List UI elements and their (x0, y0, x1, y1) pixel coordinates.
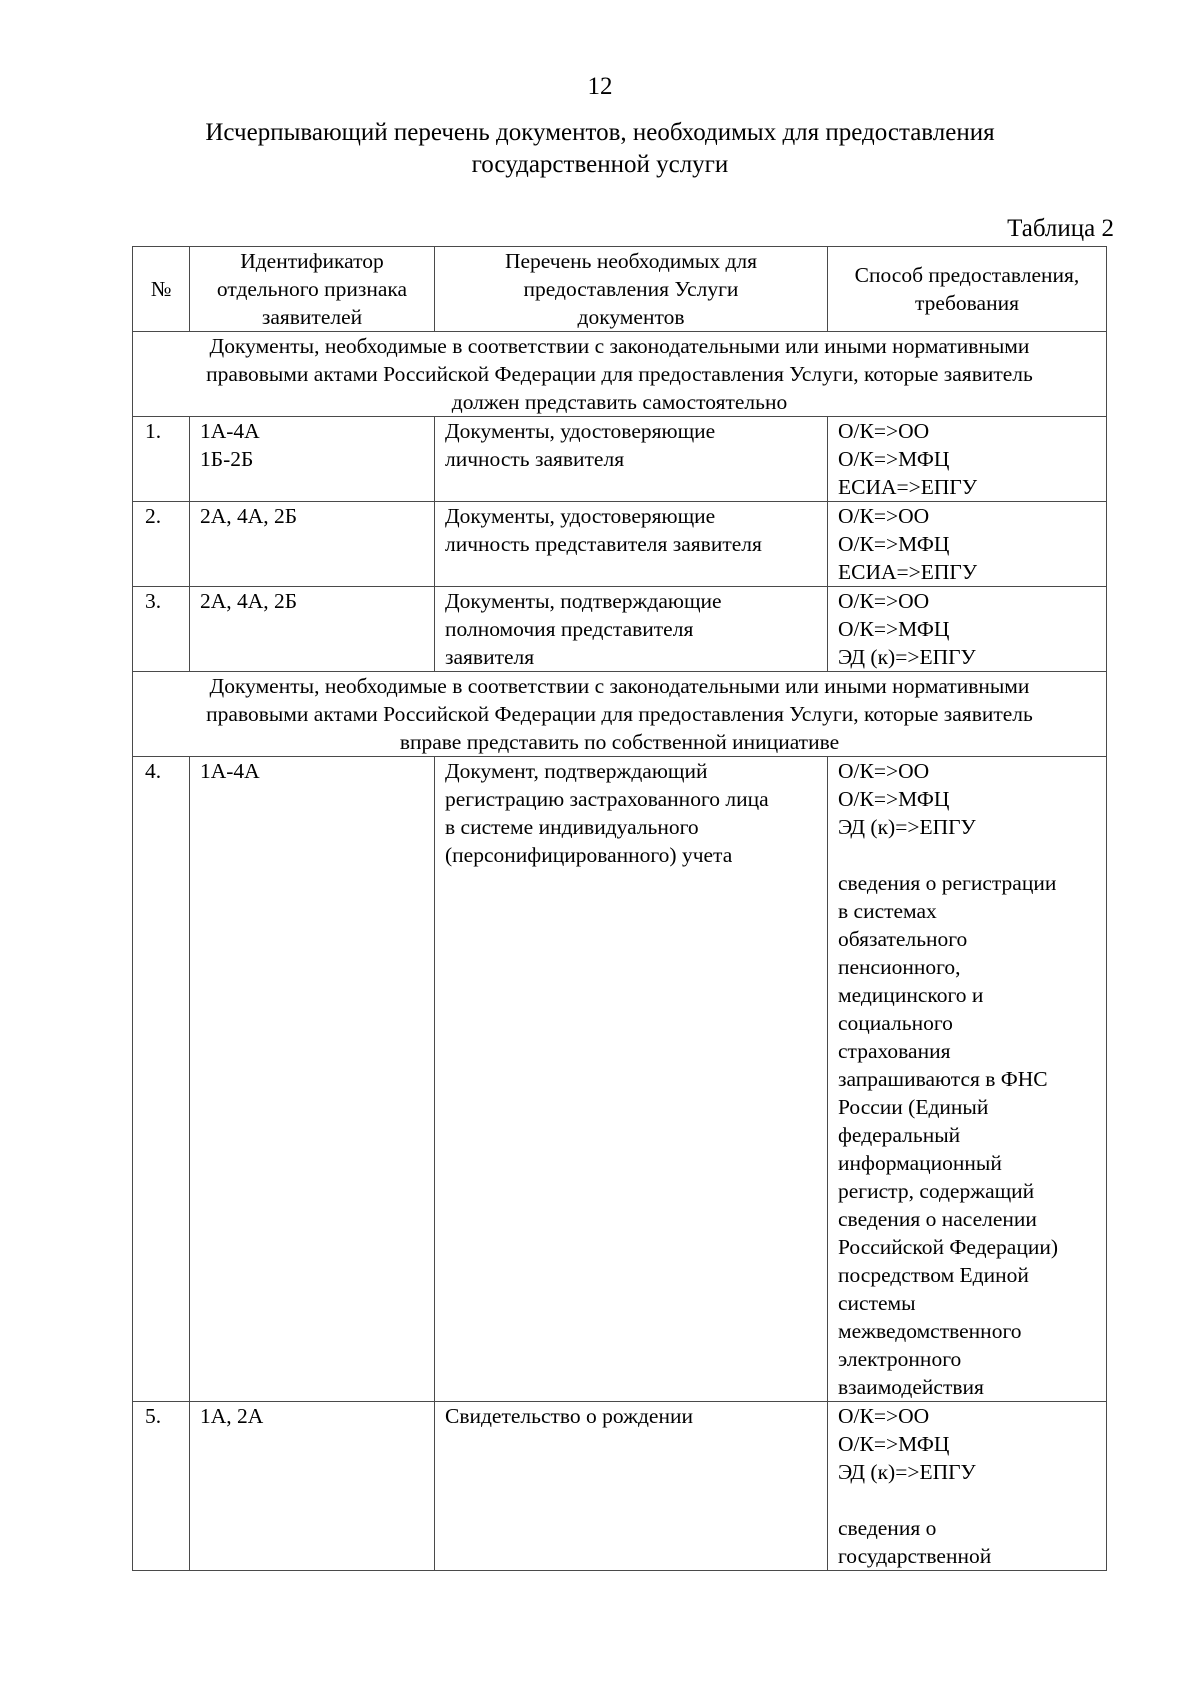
documents-table (132, 246, 1107, 1571)
note-line: сведения о населении (838, 1207, 1037, 1231)
method-line: О/К=>ОО (838, 759, 930, 783)
document-line: регистрацию застрахованного лица (445, 787, 769, 811)
row-identifiers (190, 587, 435, 672)
spacer (838, 1486, 1096, 1514)
row-method (828, 417, 1107, 502)
method-line: О/К=>МФЦ (838, 447, 950, 471)
document-line: личность представителя заявителя (445, 532, 762, 556)
document-title (140, 117, 1060, 181)
note-line: запрашиваются в ФНС (838, 1067, 1048, 1091)
note-line: медицинского и (838, 983, 984, 1007)
identifier-line: 2А, 4А, 2Б (200, 589, 298, 613)
table-row (133, 587, 1107, 672)
document-line: в системе индивидуального (445, 815, 699, 839)
header-line: предоставления Услуги (523, 277, 739, 301)
note-line: сведения о регистрации (838, 871, 1057, 895)
section-heading-row (133, 332, 1107, 417)
note-line: пенсионного, (838, 955, 961, 979)
header-line: требования (915, 291, 1019, 315)
row-number: 3. (133, 587, 190, 672)
note-line: посредством Единой (838, 1263, 1029, 1287)
row-number: 2. (133, 502, 190, 587)
header-line: отдельного признака (216, 277, 408, 301)
document-line: личность заявителя (445, 447, 625, 471)
row-number: 4. (133, 757, 190, 1402)
method-line: О/К=>МФЦ (838, 617, 950, 641)
table-header-row (133, 247, 1107, 332)
method-line: ЕСИА=>ЕПГУ (838, 475, 978, 499)
method-line: О/К=>МФЦ (838, 532, 950, 556)
note-line: межведомственного (838, 1319, 1022, 1343)
row-document (435, 417, 828, 502)
method-line: ЭД (к)=>ЕПГУ (838, 815, 976, 839)
section-line: Документы, необходимые в соответствии с законодательными или иными нормативными (209, 334, 1030, 358)
table-row (133, 417, 1107, 502)
method-line: О/К=>ОО (838, 419, 930, 443)
row-method (828, 587, 1107, 672)
method-line: О/К=>МФЦ (838, 1432, 950, 1456)
title-line: государственной услуги (471, 151, 729, 178)
note-line: России (Единый (838, 1095, 989, 1119)
method-line: ЭД (к)=>ЕПГУ (838, 1460, 976, 1484)
method-line: ЭД (к)=>ЕПГУ (838, 645, 976, 669)
table-row (133, 1402, 1107, 1571)
header-documents (435, 247, 828, 332)
document-line: заявителя (445, 645, 535, 669)
method-line: ЕСИА=>ЕПГУ (838, 560, 978, 584)
document-line: (персонифицированного) учета (445, 843, 733, 867)
method-line: О/К=>ОО (838, 504, 930, 528)
section-heading-row (133, 672, 1107, 757)
header-line: Идентификатор (240, 249, 384, 273)
identifier-line: 2А, 4А, 2Б (200, 504, 298, 528)
row-number: 5. (133, 1402, 190, 1571)
row-identifiers (190, 417, 435, 502)
row-method (828, 757, 1107, 1402)
identifier-line: 1Б-2Б (200, 447, 254, 471)
row-method (828, 502, 1107, 587)
document-line: полномочия представителя (445, 617, 694, 641)
note-line: государственной (838, 1544, 992, 1568)
note-line: обязательного (838, 927, 968, 951)
header-line: Перечень необходимых для (504, 249, 758, 273)
row-number: 1. (133, 417, 190, 502)
row-identifiers (190, 502, 435, 587)
header-identifier (190, 247, 435, 332)
document-line: Документ, подтверждающий (445, 759, 708, 783)
row-method (828, 1402, 1107, 1571)
header-method (828, 247, 1107, 332)
document-line: Документы, удостоверяющие (445, 504, 716, 528)
note-line: страхования (838, 1039, 951, 1063)
note-line: социального (838, 1011, 953, 1035)
method-line: О/К=>ОО (838, 589, 930, 613)
section-line: правовыми актами Российской Федерации для предоставления Услуги, которые заявитель (206, 702, 1033, 726)
section-line: должен представить самостоятельно (451, 390, 788, 414)
identifier-line: 1А, 2А (200, 1404, 264, 1428)
row-document (435, 1402, 828, 1571)
section-line: Документы, необходимые в соответствии с законодательными или иными нормативными (209, 674, 1030, 698)
document-line: Документы, подтверждающие (445, 589, 722, 613)
header-number: № (133, 247, 190, 332)
note-line: федеральный (838, 1123, 961, 1147)
section-line: вправе представить по собственной инициативе (399, 730, 840, 754)
header-line: заявителей (261, 305, 363, 329)
page-number: 12 (587, 73, 613, 100)
row-document (435, 587, 828, 672)
spacer (838, 841, 1096, 869)
section-heading-mandatory (133, 332, 1107, 417)
note-line: сведения о (838, 1516, 937, 1540)
row-identifiers (190, 757, 435, 1402)
table-row (133, 502, 1107, 587)
row-document (435, 502, 828, 587)
row-document (435, 757, 828, 1402)
section-heading-optional (133, 672, 1107, 757)
method-line: О/К=>МФЦ (838, 787, 950, 811)
note-line: регистр, содержащий (838, 1179, 1035, 1203)
header-line: документов (577, 305, 685, 329)
table-row (133, 757, 1107, 1402)
table-caption: Таблица 2 (1007, 215, 1114, 242)
method-line: О/К=>ОО (838, 1404, 930, 1428)
note-line: взаимодействия (838, 1375, 984, 1399)
note-line: информационный (838, 1151, 1002, 1175)
identifier-line: 1А-4А (200, 419, 260, 443)
note-line: в системах (838, 899, 937, 923)
title-line: Исчерпывающий перечень документов, необходимых для предоставления (205, 119, 995, 146)
identifier-line: 1А-4А (200, 759, 260, 783)
note-line: Российской Федерации) (838, 1235, 1059, 1259)
note-line: электронного (838, 1347, 962, 1371)
section-line: правовыми актами Российской Федерации для предоставления Услуги, которые заявитель (206, 362, 1033, 386)
row-identifiers (190, 1402, 435, 1571)
header-line: Способ предоставления, (854, 263, 1080, 287)
document-line: Документы, удостоверяющие (445, 419, 716, 443)
note-line: системы (838, 1291, 916, 1315)
document-line: Свидетельство о рождении (445, 1404, 693, 1428)
